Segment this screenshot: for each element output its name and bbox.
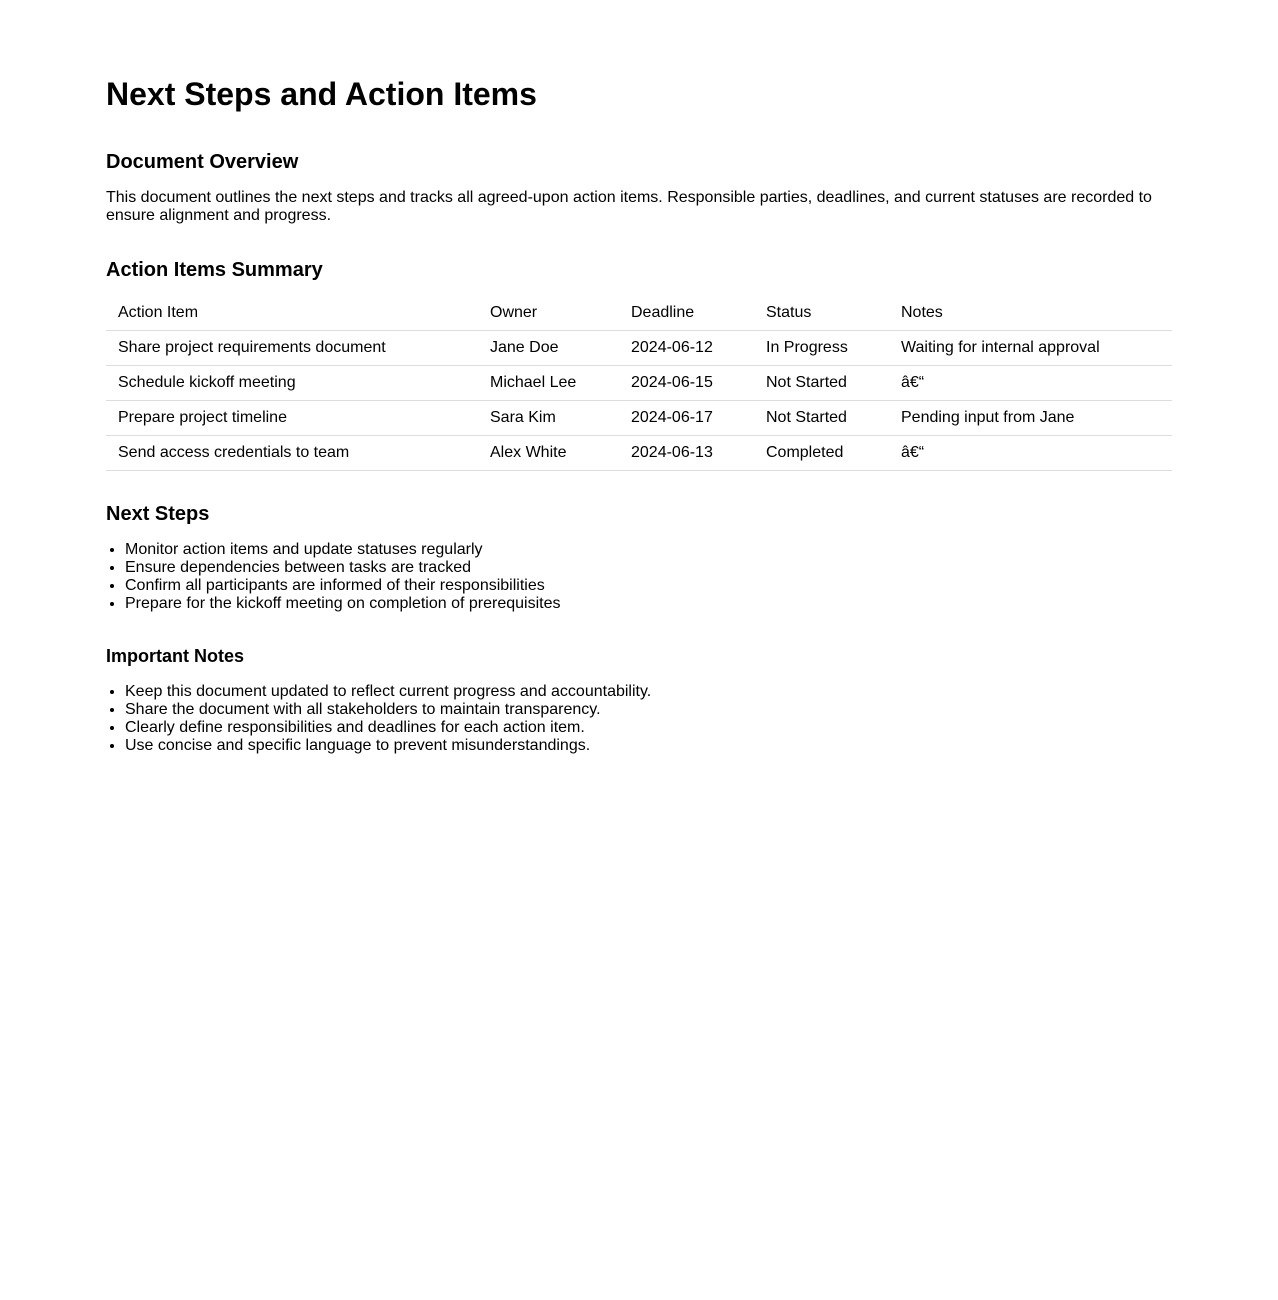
cell-owner: Michael Lee — [478, 366, 619, 401]
cell-action-item: Send access credentials to team — [106, 436, 478, 471]
column-header-owner: Owner — [478, 296, 619, 331]
cell-notes: â€“ — [889, 366, 1172, 401]
cell-deadline: 2024-06-17 — [619, 401, 754, 436]
cell-status: Not Started — [754, 401, 889, 436]
table-header-row — [106, 296, 1172, 331]
cell-deadline: 2024-06-13 — [619, 436, 754, 471]
table-row — [106, 331, 1172, 366]
column-header-notes: Notes — [889, 296, 1172, 331]
page-title: Next Steps and Action Items — [106, 76, 537, 112]
cell-notes: Pending input from Jane — [889, 401, 1172, 436]
important-notes-list — [106, 683, 1172, 755]
next-steps-list — [106, 541, 1172, 613]
cell-owner: Alex White — [478, 436, 619, 471]
cell-notes: Waiting for internal approval — [889, 331, 1172, 366]
cell-action-item: Share project requirements document — [106, 331, 478, 366]
column-header-status: Status — [754, 296, 889, 331]
cell-owner: Sara Kim — [478, 401, 619, 436]
table-row — [106, 401, 1172, 436]
cell-deadline: 2024-06-12 — [619, 331, 754, 366]
cell-status: In Progress — [754, 331, 889, 366]
action-items-table — [106, 296, 1172, 471]
cell-deadline: 2024-06-15 — [619, 366, 754, 401]
column-header-action-item: Action Item — [106, 296, 478, 331]
list-item: • Keep this document updated to reflect current progress and accountability. — [125, 683, 1172, 701]
overview-heading: Document Overview — [106, 151, 299, 173]
cell-status: Completed — [754, 436, 889, 471]
summary-heading: Action Items Summary — [106, 259, 323, 281]
list-item: • Confirm all participants are informed of their responsibilities — [125, 577, 1172, 595]
cell-action-item: Schedule kickoff meeting — [106, 366, 478, 401]
list-item: • Monitor action items and update statuses regularly — [125, 541, 1172, 559]
list-item: • Prepare for the kickoff meeting on completion of prerequisites — [125, 595, 1172, 613]
next-steps-heading: Next Steps — [106, 503, 210, 525]
cell-owner: Jane Doe — [478, 331, 619, 366]
column-header-deadline: Deadline — [619, 296, 754, 331]
list-item: • Clearly define responsibilities and deadlines for each action item. — [125, 719, 1172, 737]
important-notes-heading: Important Notes — [106, 646, 245, 666]
cell-action-item: Prepare project timeline — [106, 401, 478, 436]
table-row — [106, 366, 1172, 401]
cell-notes: â€“ — [889, 436, 1172, 471]
list-item: • Ensure dependencies between tasks are tracked — [125, 559, 1172, 577]
overview-text: This document outlines the next steps and tracks all agreed-upon action items. Responsible parties, deadlines, and current statuses are recorded to ensure alignment and progress. — [106, 189, 1152, 224]
cell-status: Not Started — [754, 366, 889, 401]
list-item: • Use concise and specific language to prevent misunderstandings. — [125, 737, 1172, 755]
table-row — [106, 436, 1172, 471]
list-item: • Share the document with all stakeholders to maintain transparency. — [125, 701, 1172, 719]
